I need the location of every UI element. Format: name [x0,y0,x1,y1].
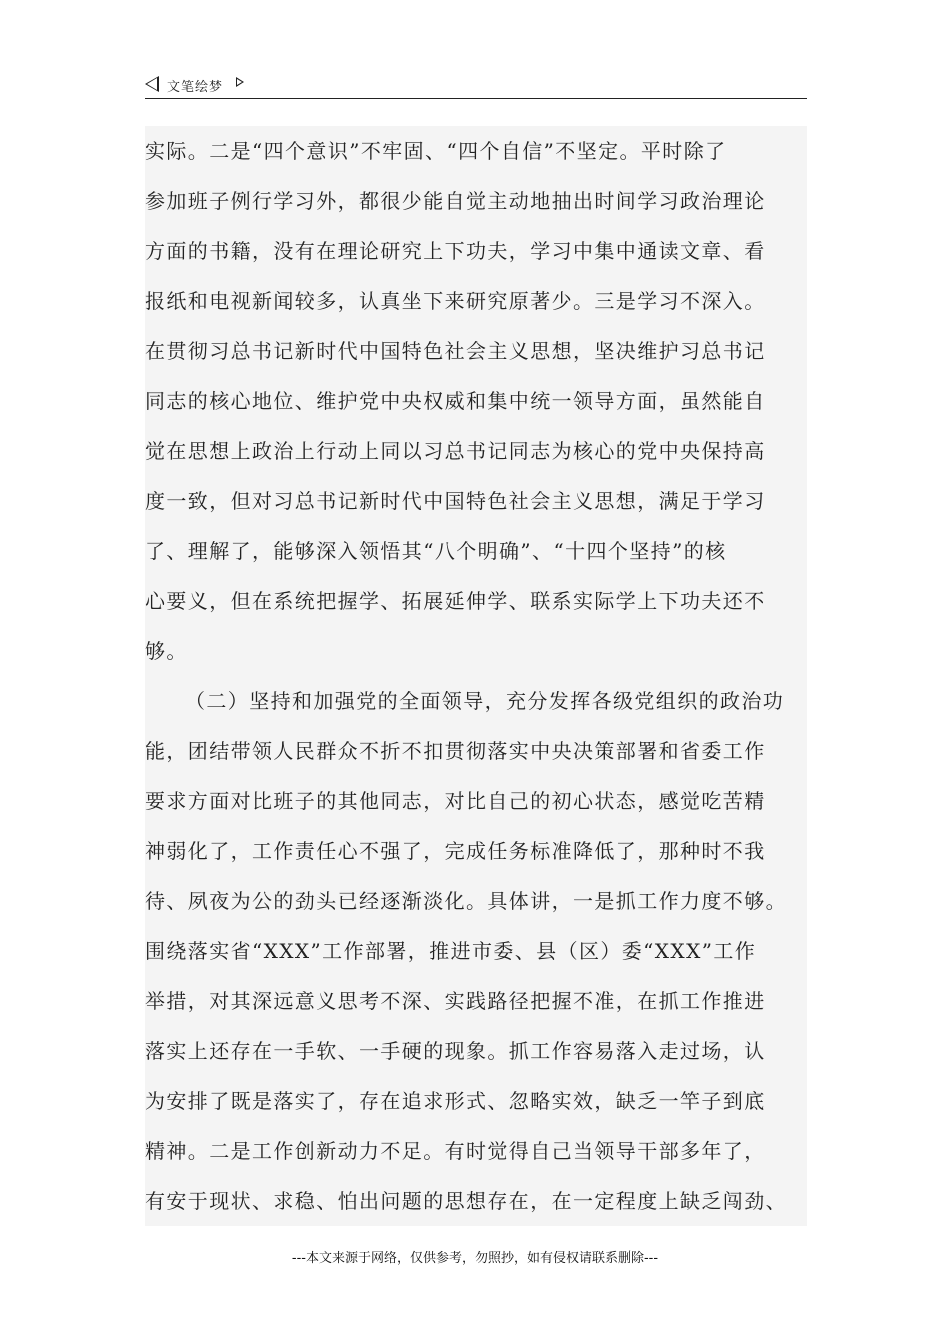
footer-disclaimer: ---本文来源于网络，仅供参考，勿照抄，如有侵权请联系删除--- [291,1251,659,1266]
triangle-left-icon [145,76,159,92]
body-line: 实际。二是“四个意识”不牢固、“四个自信”不坚定。平时除了 [145,139,727,163]
body-line: 够。 [145,639,188,663]
body-line: 精神。二是工作创新动力不足。有时觉得自己当领导干部多年了， [145,1139,766,1163]
body-line: 报纸和电视新闻较多，认真坐下来研究原著少。三是学习不深入。 [145,289,766,313]
section-heading-line: （二）坚持和加强党的全面领导，充分发挥各级党组织的政治功 [185,689,785,713]
body-line: 为安排了既是落实了，存在追求形式、忽略实效，缺乏一竿子到底 [145,1089,766,1113]
body-line: 举措，对其深远意义思考不深、实践路径把握不准，在抓工作推进 [145,989,766,1013]
body-line: 参加班子例行学习外，都很少能自觉主动地抽出时间学习政治理论 [145,189,766,213]
body-line: 落实上还存在一手软、一手硬的现象。抓工作容易落入走过场，认 [145,1039,766,1063]
body-line: 在贯彻习总书记新时代中国特色社会主义思想，坚决维护习总书记 [145,339,766,363]
body-line: 度一致，但对习总书记新时代中国特色社会主义思想，满足于学习 [145,489,766,513]
page-header [145,74,807,99]
body-line: 觉在思想上政治上行动上同以习总书记同志为核心的党中央保持高 [145,439,766,463]
body-line: 要求方面对比班子的其他同志，对比自己的初心状态，感觉吃苦精 [145,789,766,813]
document-body [145,126,807,1226]
body-line: 待、夙夜为公的劲头已经逐渐淡化。具体讲，一是抓工作力度不够。 [145,889,787,913]
body-line: 围绕落实省“XXX”工作部署，推进市委、县（区）委“XXX”工作 [145,939,757,963]
body-line: 了、理解了，能够深入领悟其“八个明确”、“十四个坚持”的核 [145,539,727,563]
header-brand: 文笔绘梦 [167,80,224,95]
body-line: 同志的核心地位、维护党中央权威和集中统一领导方面，虽然能自 [145,389,766,413]
body-line: 心要义，但在系统把握学、拓展延伸学、联系实际学上下功夫还不 [145,589,766,613]
triangle-right-icon [236,77,244,87]
body-line: 有安于现状、求稳、怕出问题的思想存在，在一定程度上缺乏闯劲、 [145,1189,787,1213]
body-line: 能，团结带领人民群众不折不扣贯彻落实中央决策部署和省委工作 [145,739,766,763]
body-line: 方面的书籍，没有在理论研究上下功夫，学习中集中通读文章、看 [145,239,766,263]
body-line: 神弱化了，工作责任心不强了，完成任务标准降低了，那种时不我 [145,839,766,863]
